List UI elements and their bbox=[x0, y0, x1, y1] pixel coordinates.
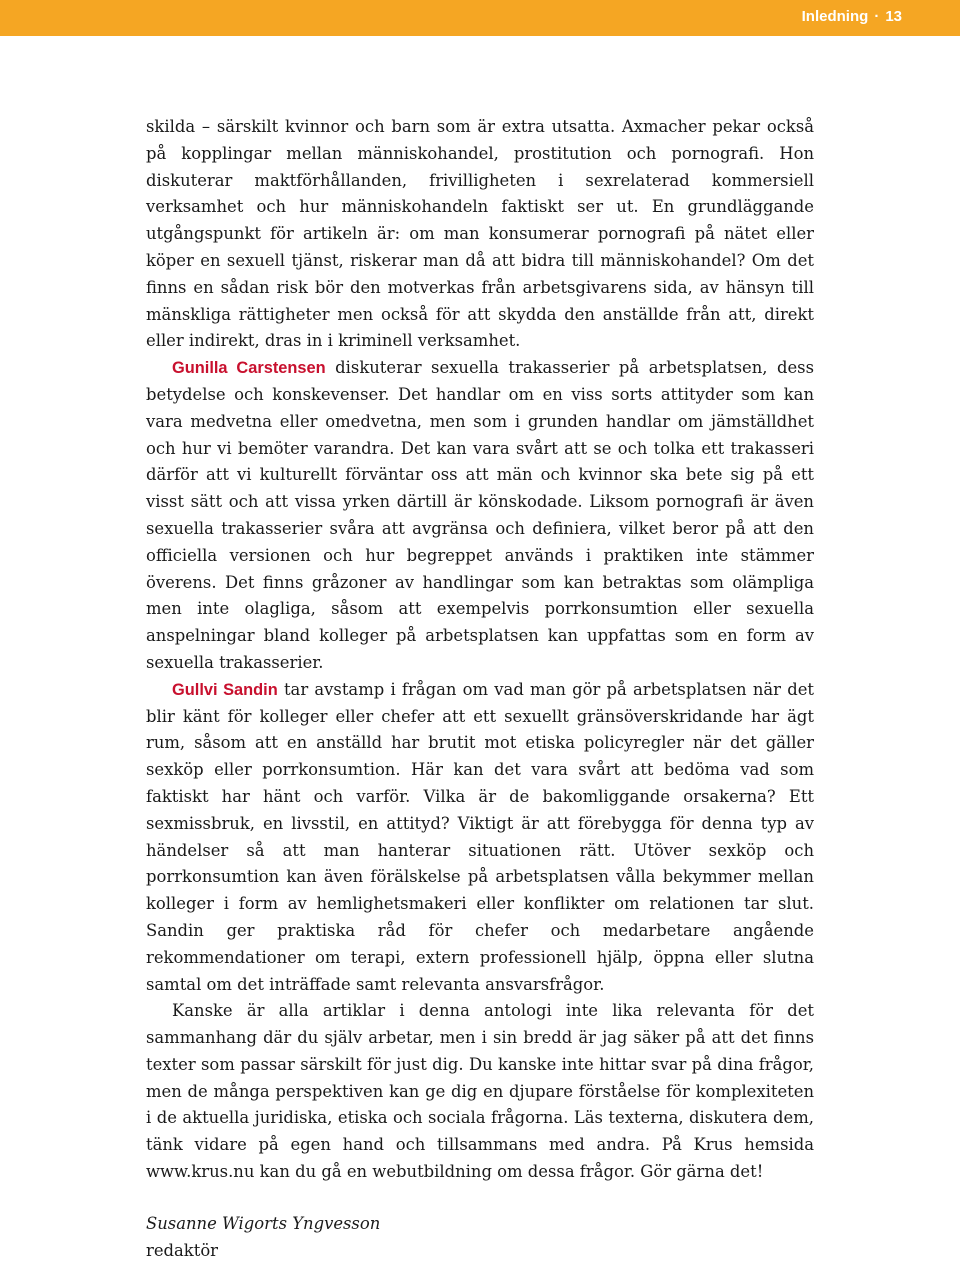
author-name-carstensen: Gunilla Carstensen bbox=[172, 359, 326, 378]
section-title: Inledning bbox=[801, 8, 869, 25]
paragraph-3 bbox=[146, 677, 814, 999]
author-name-sandin: Gullvi Sandin bbox=[172, 680, 278, 699]
paragraph-2 bbox=[146, 355, 814, 677]
paragraph-4: Kanske är alla artiklar i denna antologi inte lika relevanta för det sammanhang där du själv arbetar, men i sin bredd är jag säker på att det finns texter som passar särskilt för just dig. Du kanske inte hittar svar på dina frågor, men de många perspektiven kan ge dig en djupare förståelse för komplexiteten i de aktuella juridiska, etiska och sociala frågorna. Läs texterna, diskutera dem, tänk vidare på egen hand och tillsammans med andra. På Krus hemsida www.krus.nu kan du gå en webutbildning om dessa frågor. Gör gärna det! bbox=[146, 1001, 814, 1182]
signature-role: redaktör bbox=[146, 1240, 219, 1260]
body-text bbox=[146, 114, 814, 1264]
signature-block bbox=[146, 1211, 814, 1264]
paragraph-1: skilda – särskilt kvinnor och barn som är extra utsatta. Axmacher pekar också på kopplingar mellan människohandel, prostitution och pornografi. Hon diskuterar maktförhållanden, frivilligheten i sexrelaterad kommersiell verksamhet och hur människohandeln faktiskt ser ut. En grundläggande utgångspunkt för artikeln är: om man konsumerar pornografi på nätet eller köper en sexuell tjänst, riskerar man då att bidra till människohandel? Om det finns en sådan risk bör den motverkas från arbetsgivarens sida, av hänsyn till mänskliga rättigheter men också för att skydda den anställde från att, direkt eller indirekt, dras in i kriminell verksamhet. bbox=[146, 117, 814, 351]
header-separator: · bbox=[874, 8, 880, 25]
paragraph-3-text: tar avstamp i frågan om vad man gör på arbetsplatsen när det blir känt för kolleger eller chefer att ett sexuellt gränsöverskridande har ägt rum, såsom att en anställd har brutit mot etiska policyregler när det gäller sexköp eller porrkonsumtion. Här kan det vara svårt att bedöma vad som faktiskt har hänt och varför. Vilka är de bakomliggande orsakerna? Ett sexmissbruk, en livsstil, en attityd? Viktigt är att förebygga för denna typ av händelser så att man hanterar situationen rätt. Utöver sexköp och porrkonsumtion kan även förälskelse på arbetsplatsen vålla bekymmer mellan kolleger i form av hemlighetsmakeri eller konflikter om relationen tar slut. Sandin ger praktiska råd för chefer och medarbetare angående rekommendationer om terapi, extern professionell hjälp, öppna eller slutna samtal om det inträffade samt relevanta ansvarsfrågor. bbox=[146, 679, 814, 994]
header-bar bbox=[0, 0, 960, 36]
signature-name: Susanne Wigorts Yngvesson bbox=[146, 1213, 381, 1233]
paragraph-2-text: diskuterar sexuella trakasserier på arbetsplatsen, dess betydelse och konskevenser. Det handlar om en viss sorts attityder som kan vara medvetna eller omedvetna, men som i grunden handlar om jämställdhet och hur vi bemöter varandra. Det kan vara svårt att se och tolka ett trakasseri därför att vi kulturellt förväntar oss att män och kvinnor ska bete sig på ett visst sätt och att vissa yrken därtill är könskodade. Liksom pornografi är även sexuella trakasserier svåra att avgränsa och definiera, vilket beror på att den officiella versionen och hur begreppet används i praktiken inte stämmer överens. Det finns gråzoner av handlingar som kan betraktas som olämpliga men inte olagliga, såsom att exempelvis porrkonsumtion eller sexuella anspelningar bland kolleger på arbetsplatsen kan uppfattas som en form av sexuella trakasserier. bbox=[146, 358, 814, 672]
page-number: 13 bbox=[885, 8, 902, 25]
running-header bbox=[802, 8, 902, 25]
